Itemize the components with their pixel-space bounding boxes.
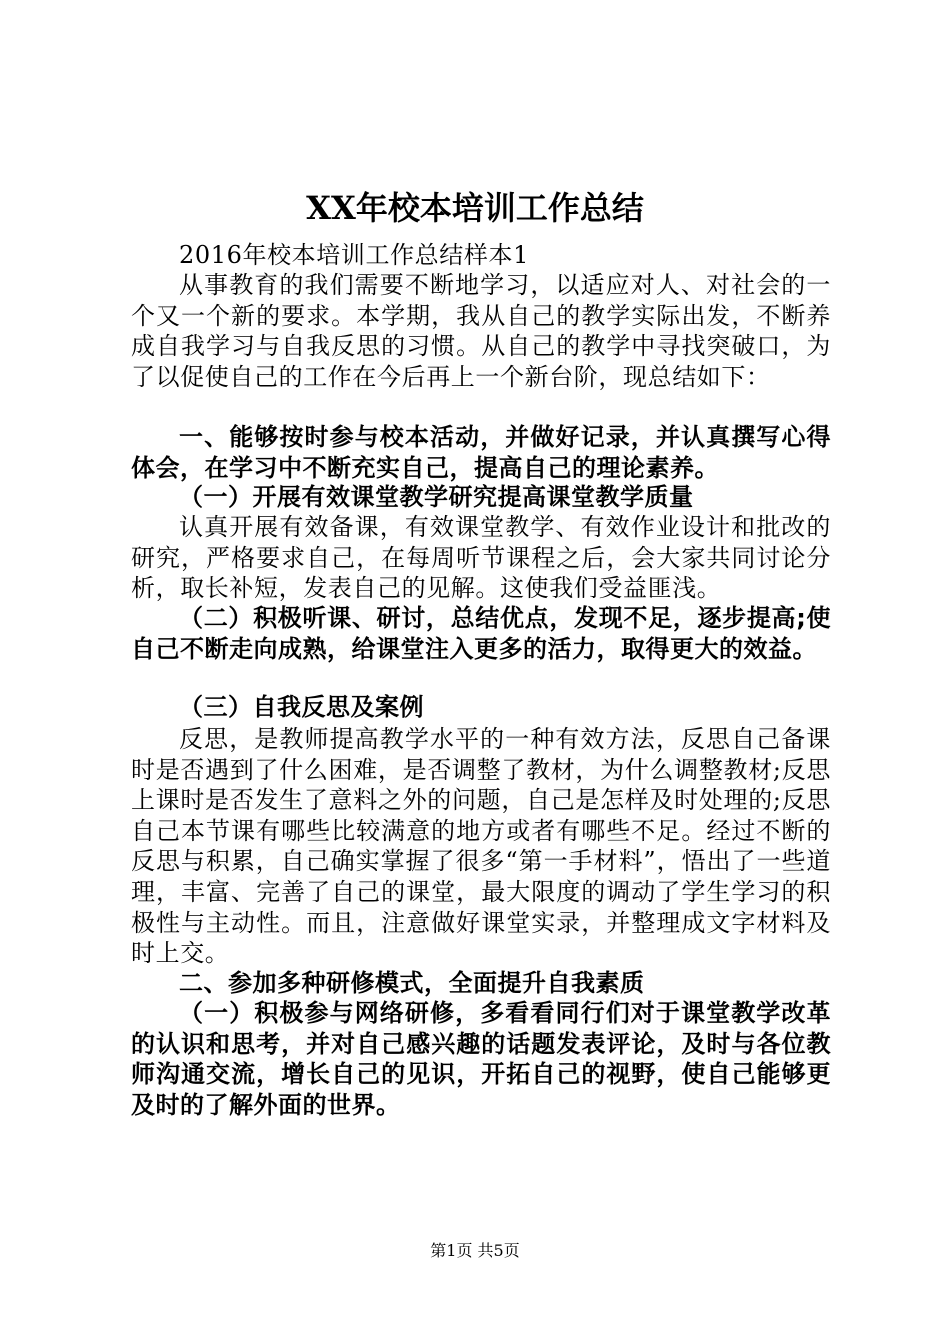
paragraph-1-2: （二）积极听课、研讨，总结优点，发现不足，逐步提高;使自己不断走向成熟，给课堂注入更多的活力，取得更大的效益。 xyxy=(131,604,831,663)
paragraph-2-1: （一）积极参与网络研修，多看看同行们对于课堂教学改革的认识和思考，并对自己感兴趣的话题发表评论，及时与各位教师沟通交流，增长自己的见识，开拓自己的视野，使自己能够更及时的了解外面的世界。 xyxy=(131,999,831,1119)
paragraph-1-3: 反思，是教师提高教学水平的一种有效方法，反思自己备课时是否遇到了什么困难，是否调整了教材，为什么调整教材;反思上课时是否发生了意料之外的问题，自己是怎样及时处理的;反思自己本节课有哪些比较满意的地方或者有哪些不足。经过不断的反思与积累，自己确实掌握了很多“第一手材料”，悟出了一些道理，丰富、完善了自己的课堂，最大限度的调动了学生学习的积极性与主动性。而且，注意做好课堂实录，并整理成文字材料及时上交。 xyxy=(131,725,831,968)
paragraph-intro: 从事教育的我们需要不断地学习，以适应对人、对社会的一个又一个新的要求。本学期，我从自己的教学实际出发，不断养成自我学习与自我反思的习惯。从自己的教学中寻找突破口，为了以促使自己的工作在今后再上一个新台阶，现总结如下： xyxy=(131,271,831,391)
subtitle-line: 2016年校本培训工作总结样本1 xyxy=(179,241,529,269)
section-heading-2: 二、参加多种研修模式，全面提升自我素质 xyxy=(179,969,645,997)
document-title: XX年校本培训工作总结 xyxy=(306,189,644,227)
section-heading-1: 一、能够按时参与校本活动，并做好记录，并认真撰写心得体会，在学习中不断充实自己，提高自己的理论素养。 xyxy=(131,423,831,482)
page-footer: 第1页 共5页 xyxy=(430,1241,520,1260)
subsection-heading-1-3: （三）自我反思及案例 xyxy=(179,693,424,721)
paragraph-1-1: 认真开展有效备课，有效课堂教学、有效作业设计和批改的研究，严格要求自己，在每周听节课程之后，会大家共同讨论分析，取长补短，发表自己的见解。这使我们受益匪浅。 xyxy=(131,513,831,603)
subsection-heading-1-1: （一）开展有效课堂教学研究提高课堂教学质量 xyxy=(179,483,694,511)
